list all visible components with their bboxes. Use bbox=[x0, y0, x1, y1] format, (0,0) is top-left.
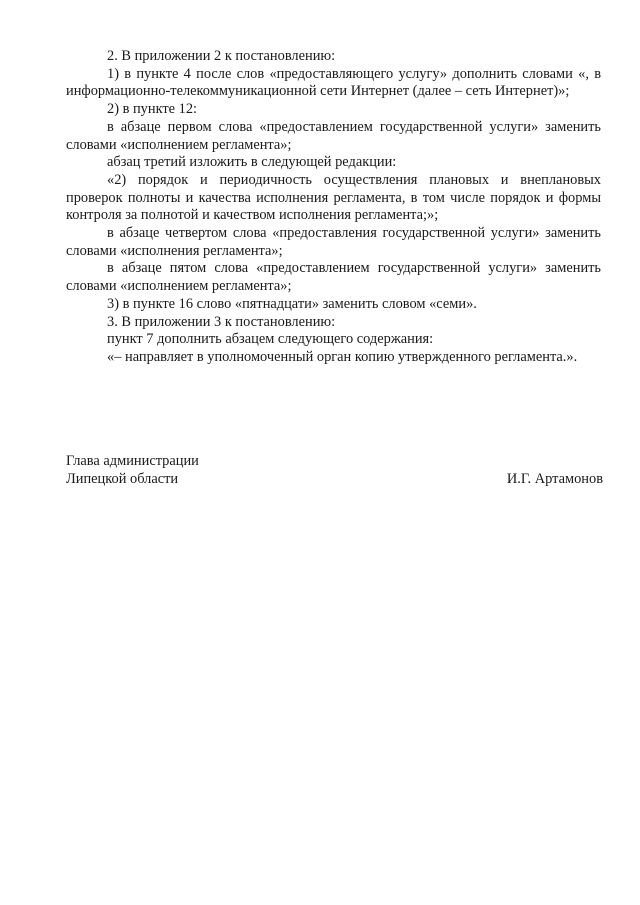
paragraph: 3. В приложении 3 к постановлению: bbox=[107, 313, 336, 330]
paragraph: 2) в пункте 12: bbox=[107, 101, 198, 118]
paragraph: «– направляет в уполномоченный орган копию утвержденного регламента.». bbox=[107, 348, 578, 365]
signature-name: И.Г. Артамонов bbox=[506, 470, 603, 487]
paragraph: 2. В приложении 2 к постановлению: bbox=[107, 48, 336, 64]
signature-position-line1: Глава администрации bbox=[66, 453, 199, 469]
document-body bbox=[66, 48, 601, 367]
signature-position-line2: Липецкой области bbox=[66, 470, 179, 487]
signature-block bbox=[66, 453, 603, 488]
paragraph: в абзаце четвертом слова «предоставления государственной услуги» заменить словами «исполнения регламента»; bbox=[66, 225, 601, 259]
paragraph: в абзаце пятом слова «предоставлением государственной услуги» заменить словами «исполнением регламента»; bbox=[66, 260, 601, 295]
paragraph: 3) в пункте 16 слово «пятнадцати» заменить словом «семи». bbox=[107, 295, 477, 312]
paragraph: 1) в пункте 4 после слов «предоставляющего услугу» дополнить словами «, в информационно-телекоммуникационной сети Интернет (далее – сеть Интернет)»; bbox=[66, 65, 601, 100]
paragraph: «2) порядок и периодичность осуществления плановых и внеплановых проверок полноты и качества исполнения регламента, в том числе порядок и формы контроля за полнотой и качеством исполнения регламента;»; bbox=[66, 171, 601, 224]
signature-row bbox=[66, 471, 603, 489]
paragraph: в абзаце первом слова «предоставлением государственной услуги» заменить словами «исполнением регламента»; bbox=[66, 118, 601, 153]
paragraph: абзац третий изложить в следующей редакции: bbox=[107, 154, 397, 171]
paragraph: пункт 7 дополнить абзацем следующего содержания: bbox=[107, 331, 434, 348]
